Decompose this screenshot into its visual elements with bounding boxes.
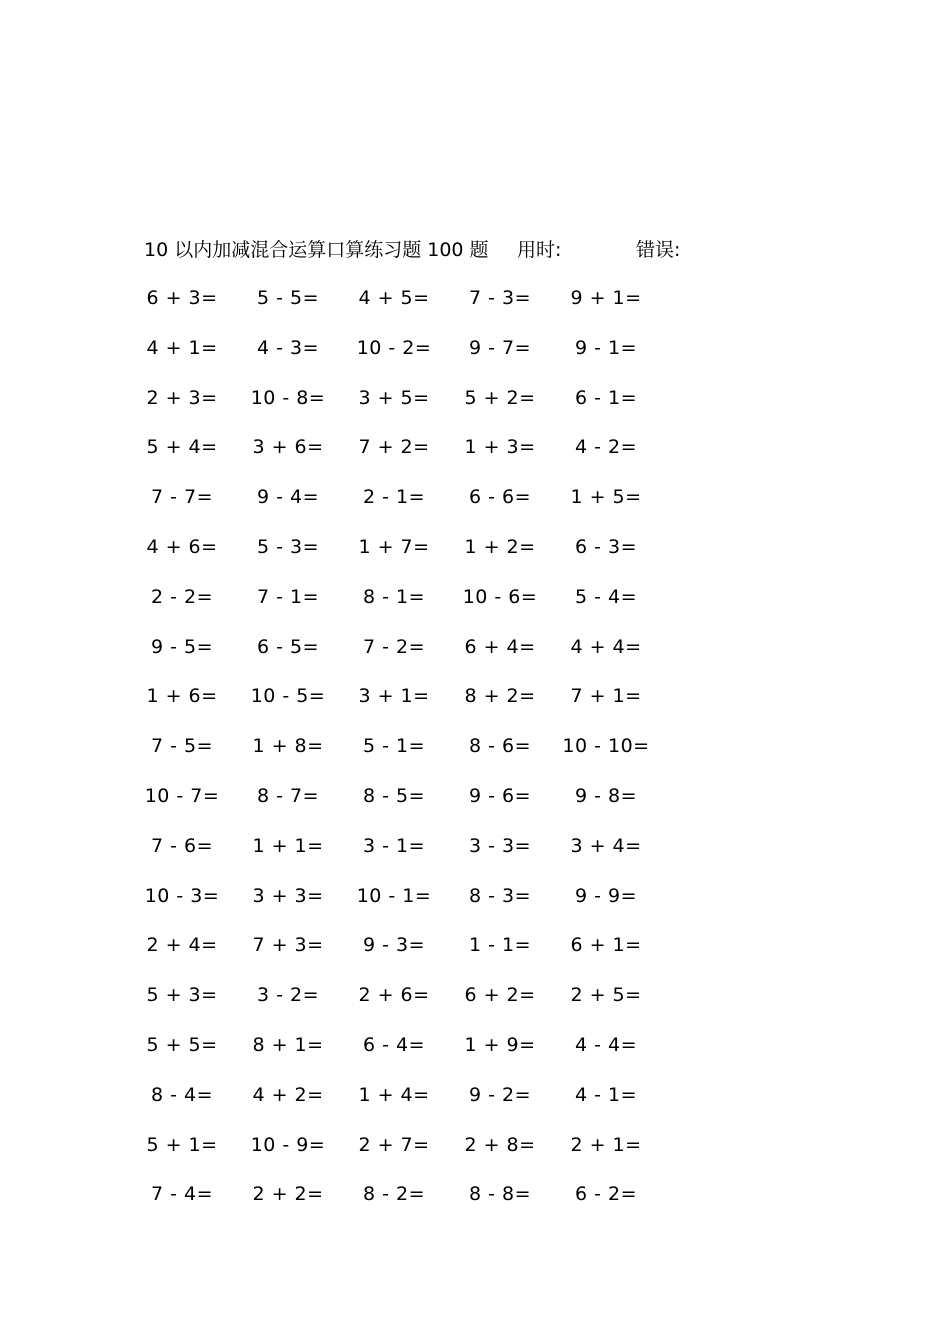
problem-row [146, 682, 710, 732]
problem-item: 10 - 2= [356, 336, 432, 359]
problem-row [150, 1081, 710, 1131]
problem-item: 9 - 5= [150, 635, 214, 658]
problem-item: 6 + 2= [464, 984, 536, 1007]
problem-item: 5 - 5= [256, 287, 320, 309]
problem-row [146, 1031, 710, 1081]
problem-item: 1 + 7= [358, 535, 430, 558]
problem-item: 10 - 8= [250, 386, 326, 409]
problem-item: 1 + 2= [464, 535, 536, 558]
problem-item: 9 + 1= [570, 287, 642, 309]
problem-item: 6 - 4= [362, 1033, 426, 1056]
problem-item: 7 - 3= [468, 287, 532, 309]
problem-item: 6 - 2= [574, 1183, 638, 1206]
problem-item: 2 + 5= [570, 984, 642, 1007]
problem-item: 4 + 1= [146, 336, 218, 359]
problem-item: 5 + 1= [146, 1133, 218, 1156]
problem-item: 6 - 6= [468, 486, 532, 509]
problem-item: 9 - 4= [256, 486, 320, 509]
problem-row [150, 583, 710, 633]
problem-item: 10 - 6= [462, 585, 538, 608]
problem-item: 1 + 8= [252, 735, 324, 758]
problem-item: 8 + 2= [464, 685, 536, 708]
problem-item: 3 - 3= [468, 834, 532, 857]
problem-item: 9 - 8= [574, 784, 638, 807]
problem-item: 6 + 3= [146, 287, 218, 309]
problem-item: 2 + 7= [358, 1133, 430, 1156]
problem-item: 2 - 2= [150, 585, 214, 608]
problem-row [146, 931, 710, 981]
problem-item: 4 + 6= [146, 535, 218, 558]
problem-item: 7 - 4= [150, 1183, 214, 1206]
time-label: 用时: [517, 239, 562, 261]
problem-item: 5 - 1= [362, 735, 426, 758]
problem-item: 4 - 1= [574, 1083, 638, 1106]
problem-item: 6 - 1= [574, 386, 638, 409]
worksheet-title: 10 以内加减混合运算口算练习题 100 题 [144, 239, 489, 261]
problem-item: 4 - 3= [256, 336, 320, 359]
problem-item: 7 + 1= [570, 685, 642, 708]
problem-row [150, 633, 710, 683]
problem-item: 7 - 7= [150, 486, 214, 509]
problem-row [146, 334, 710, 384]
problem-item: 3 + 3= [252, 884, 324, 907]
problem-item: 5 + 4= [146, 436, 218, 459]
problem-item: 6 + 4= [464, 635, 536, 658]
problem-row [144, 882, 710, 932]
problem-row [146, 533, 710, 583]
problem-item: 4 - 2= [574, 436, 638, 459]
problem-item: 8 - 2= [362, 1183, 426, 1206]
problem-item: 5 - 3= [256, 535, 320, 558]
problem-item: 9 - 2= [468, 1083, 532, 1106]
problem-item: 3 + 5= [358, 386, 430, 409]
problem-item: 7 - 5= [150, 735, 214, 758]
problem-item: 7 - 6= [150, 834, 214, 857]
problem-item: 10 - 9= [250, 1133, 326, 1156]
problem-item: 5 + 3= [146, 984, 218, 1007]
problem-item: 8 - 3= [468, 884, 532, 907]
problem-item: 4 + 5= [358, 287, 430, 309]
problem-grid [144, 284, 710, 1230]
problem-item: 7 - 2= [362, 635, 426, 658]
problem-item: 1 + 1= [252, 834, 324, 857]
problem-item: 2 + 6= [358, 984, 430, 1007]
problem-item: 9 - 7= [468, 336, 532, 359]
problem-row [150, 1180, 710, 1230]
problem-item: 7 - 1= [256, 585, 320, 608]
problem-item: 2 + 2= [252, 1183, 324, 1206]
problem-item: 1 - 1= [468, 934, 532, 957]
problem-item: 10 - 10= [562, 735, 650, 758]
problem-item: 8 - 1= [362, 585, 426, 608]
problem-item: 9 - 1= [574, 336, 638, 359]
problem-item: 8 - 5= [362, 784, 426, 807]
problem-item: 6 + 1= [570, 934, 642, 957]
errors-label: 错误: [636, 239, 681, 261]
problem-item: 2 - 1= [362, 486, 426, 509]
problem-row [150, 732, 710, 782]
problem-item: 9 - 3= [362, 934, 426, 957]
problem-item: 3 - 1= [362, 834, 426, 857]
problem-item: 10 - 1= [356, 884, 432, 907]
problem-row [144, 782, 710, 832]
problem-row [146, 284, 710, 334]
problem-item: 6 - 5= [256, 635, 320, 658]
problem-item: 10 - 5= [250, 685, 326, 708]
problem-item: 1 + 5= [570, 486, 642, 509]
problem-item: 1 + 4= [358, 1083, 430, 1106]
problem-item: 8 - 6= [468, 735, 532, 758]
problem-item: 5 + 2= [464, 386, 536, 409]
problem-item: 3 + 4= [570, 834, 642, 857]
problem-item: 1 + 3= [464, 436, 536, 459]
problem-row [150, 832, 710, 882]
problem-item: 3 + 1= [358, 685, 430, 708]
problem-row [146, 981, 710, 1031]
problem-item: 7 + 3= [252, 934, 324, 957]
problem-item: 3 + 6= [252, 436, 324, 459]
problem-row [146, 1131, 710, 1181]
problem-item: 2 + 4= [146, 934, 218, 957]
problem-item: 1 + 6= [146, 685, 218, 708]
problem-item: 5 - 4= [574, 585, 638, 608]
problem-item: 2 + 1= [570, 1133, 642, 1156]
problem-item: 3 - 2= [256, 984, 320, 1007]
problem-row [146, 384, 710, 434]
problem-item: 10 - 3= [144, 884, 220, 907]
problem-item: 10 - 7= [144, 784, 220, 807]
problem-item: 8 - 8= [468, 1183, 532, 1206]
problem-item: 4 + 4= [570, 635, 642, 658]
problem-item: 4 - 4= [574, 1033, 638, 1056]
problem-item: 9 - 6= [468, 784, 532, 807]
problem-item: 2 + 3= [146, 386, 218, 409]
problem-item: 8 - 4= [150, 1083, 214, 1106]
problem-item: 4 + 2= [252, 1083, 324, 1106]
problem-item: 8 + 1= [252, 1033, 324, 1056]
problem-item: 2 + 8= [464, 1133, 536, 1156]
problem-item: 5 + 5= [146, 1033, 218, 1056]
problem-item: 6 - 3= [574, 535, 638, 558]
problem-row [146, 433, 710, 483]
problem-item: 1 + 9= [464, 1033, 536, 1056]
problem-item: 8 - 7= [256, 784, 320, 807]
problem-item: 7 + 2= [358, 436, 430, 459]
problem-row [150, 483, 710, 533]
problem-item: 9 - 9= [574, 884, 638, 907]
